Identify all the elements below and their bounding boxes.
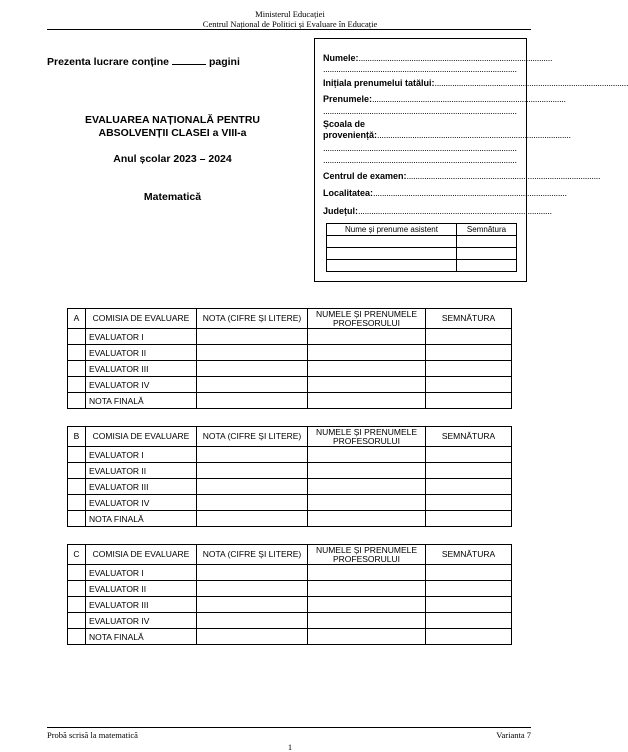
blank-cell [68,345,86,361]
row-label: EVALUATOR II [86,581,197,597]
blank-cell [68,565,86,581]
signature-cell[interactable] [426,613,512,629]
center-name: Centrul Național de Politici și Evaluare în Educație [202,19,378,29]
dots-numele: ........................................................................................ [358,53,553,63]
school-year: Anul școlar 2023 – 2024 [113,153,232,165]
grade-cell[interactable] [197,511,308,527]
blank-cell [68,393,86,409]
row-label: NOTA FINALĂ [86,511,197,527]
signature-cell[interactable] [426,597,512,613]
blank-cell [68,463,86,479]
assistant-signature-cell[interactable] [457,248,517,260]
grade-cell[interactable] [197,361,308,377]
eval-table-c [67,544,512,645]
table-letter: B [68,427,86,447]
col-nota: NOTA (CIFRE ȘI LITERE) [197,309,308,329]
signature-cell[interactable] [426,463,512,479]
teacher-cell[interactable] [308,613,426,629]
footer-divider [47,727,531,728]
teacher-cell[interactable] [308,447,426,463]
teacher-cell[interactable] [308,345,426,361]
blank-cell [68,377,86,393]
dots-line: ........................................................................................ [323,106,517,116]
label-scoala: Școala de [323,119,366,129]
field-centrul[interactable] [323,171,600,182]
table-letter: A [68,309,86,329]
row-label: EVALUATOR I [86,329,197,345]
teacher-cell[interactable] [308,597,426,613]
col-profesor: NUMELE ȘI PRENUMELE PROFESORULUI [308,427,426,447]
signature-cell[interactable] [426,479,512,495]
row-label: EVALUATOR III [86,361,197,377]
pages-note [47,55,240,68]
label-numele: Numele: [323,53,359,63]
teacher-cell[interactable] [308,329,426,345]
exam-title-line2: ABSOLVENȚII CLASEI a VIII-a [98,127,247,139]
blank-cell [68,447,86,463]
col-profesor: NUMELE ȘI PRENUMELE PROFESORULUI [308,545,426,565]
col-nota: NOTA (CIFRE ȘI LITERE) [197,427,308,447]
dots-centrul: ........................................................................................ [406,171,601,181]
dots-judetul: ........................................................................................ [358,206,552,216]
row-label: EVALUATOR IV [86,613,197,629]
row-label: EVALUATOR IV [86,495,197,511]
col-semnatura: SEMNĂTURA [426,309,512,329]
dots-line: ........................................................................................ [323,64,517,74]
footer-right: Varianta 7 [496,730,531,740]
teacher-cell[interactable] [308,495,426,511]
col-nota: NOTA (CIFRE ȘI LITERE) [197,545,308,565]
grade-cell[interactable] [197,597,308,613]
blank-cell [68,495,86,511]
table-letter: C [68,545,86,565]
col-comisia: COMISIA DE EVALUARE [86,309,197,329]
field-initiala[interactable] [323,78,628,89]
field-numele[interactable] [323,53,552,64]
grade-cell[interactable] [197,565,308,581]
field-prenumele[interactable] [323,94,566,105]
dots-scoala: ........................................................................................ [377,130,571,140]
blank-cell [68,597,86,613]
col-semnatura: SEMNĂTURA [426,545,512,565]
ministry-name: Ministerul Educației [255,9,325,19]
blank-cell [68,329,86,345]
signature-cell[interactable] [426,345,512,361]
grade-cell[interactable] [197,377,308,393]
blank-cell [68,613,86,629]
dots-localitatea: ........................................................................................ [373,188,567,198]
signature-cell[interactable] [426,447,512,463]
assistant-name-cell[interactable] [327,248,457,260]
row-label: EVALUATOR I [86,565,197,581]
eval-table-b [67,426,512,527]
row-label: EVALUATOR III [86,597,197,613]
row-label: NOTA FINALĂ [86,629,197,645]
dots-prenumele: ........................................................................................ [372,94,566,104]
signature-cell[interactable] [426,377,512,393]
assistant-table [326,223,517,272]
footer-left: Probă scrisă la matematică [47,730,138,740]
assistant-name-cell[interactable] [327,260,457,272]
teacher-cell[interactable] [308,377,426,393]
grade-cell[interactable] [197,495,308,511]
grade-cell[interactable] [197,463,308,479]
blank-cell [68,361,86,377]
signature-cell[interactable] [426,511,512,527]
assistant-signature-cell[interactable] [457,260,517,272]
label-initiala: Inițiala prenumelui tatălui: [323,78,435,88]
row-label: EVALUATOR II [86,463,197,479]
field-localitatea[interactable] [323,188,567,199]
row-label: EVALUATOR III [86,479,197,495]
dots-initiala: ........................................................................................ [434,78,628,88]
field-scoala[interactable] [323,130,571,141]
grade-cell[interactable] [197,613,308,629]
row-label: EVALUATOR II [86,345,197,361]
teacher-cell[interactable] [308,581,426,597]
grade-cell[interactable] [197,629,308,645]
subject-title: Matematică [143,191,202,203]
assistant-name-header: Nume și prenume asistent [327,224,457,236]
page-number: 1 [287,742,293,752]
grade-cell[interactable] [197,447,308,463]
label-centrul: Centrul de examen: [323,171,407,181]
pages-blank [172,55,206,65]
header-divider [47,29,531,30]
col-comisia: COMISIA DE EVALUARE [86,427,197,447]
assistant-name-cell[interactable] [327,236,457,248]
eval-table-a [67,308,512,409]
signature-cell[interactable] [426,629,512,645]
blank-cell [68,629,86,645]
row-label: EVALUATOR I [86,447,197,463]
signature-cell[interactable] [426,581,512,597]
teacher-cell[interactable] [308,479,426,495]
field-judetul[interactable] [323,206,552,217]
signature-cell[interactable] [426,495,512,511]
label-prenumele: Prenumele: [323,94,373,104]
signature-cell[interactable] [426,329,512,345]
pages-note-before: Prezenta lucrare conține [47,56,169,68]
assistant-signature-header: Semnătura [457,224,517,236]
blank-cell [68,479,86,495]
row-label: EVALUATOR IV [86,377,197,393]
label-provenienta: proveniență: [323,130,378,140]
col-semnatura: SEMNĂTURA [426,427,512,447]
grade-cell[interactable] [197,581,308,597]
col-comisia: COMISIA DE EVALUARE [86,545,197,565]
pages-note-after: pagini [208,56,240,68]
teacher-cell[interactable] [308,393,426,409]
blank-cell [68,511,86,527]
exam-title-line1: EVALUAREA NAȚIONALĂ PENTRU [85,114,260,126]
grade-cell[interactable] [197,479,308,495]
col-profesor: NUMELE ȘI PRENUMELE PROFESORULUI [308,309,426,329]
teacher-cell[interactable] [308,511,426,527]
assistant-signature-cell[interactable] [457,236,517,248]
grade-cell[interactable] [197,345,308,361]
dots-line: ........................................................................................ [323,143,517,153]
dots-line: ........................................................................................ [323,155,517,165]
teacher-cell[interactable] [308,463,426,479]
student-id-box [314,38,628,282]
grade-cell[interactable] [197,393,308,409]
label-judetul: Județul: [323,206,358,216]
label-localitatea: Localitatea: [323,188,374,198]
teacher-cell[interactable] [308,361,426,377]
teacher-cell[interactable] [308,565,426,581]
blank-cell [68,581,86,597]
teacher-cell[interactable] [308,629,426,645]
signature-cell[interactable] [426,393,512,409]
grade-cell[interactable] [197,329,308,345]
signature-cell[interactable] [426,361,512,377]
row-label: NOTA FINALĂ [86,393,197,409]
signature-cell[interactable] [426,565,512,581]
